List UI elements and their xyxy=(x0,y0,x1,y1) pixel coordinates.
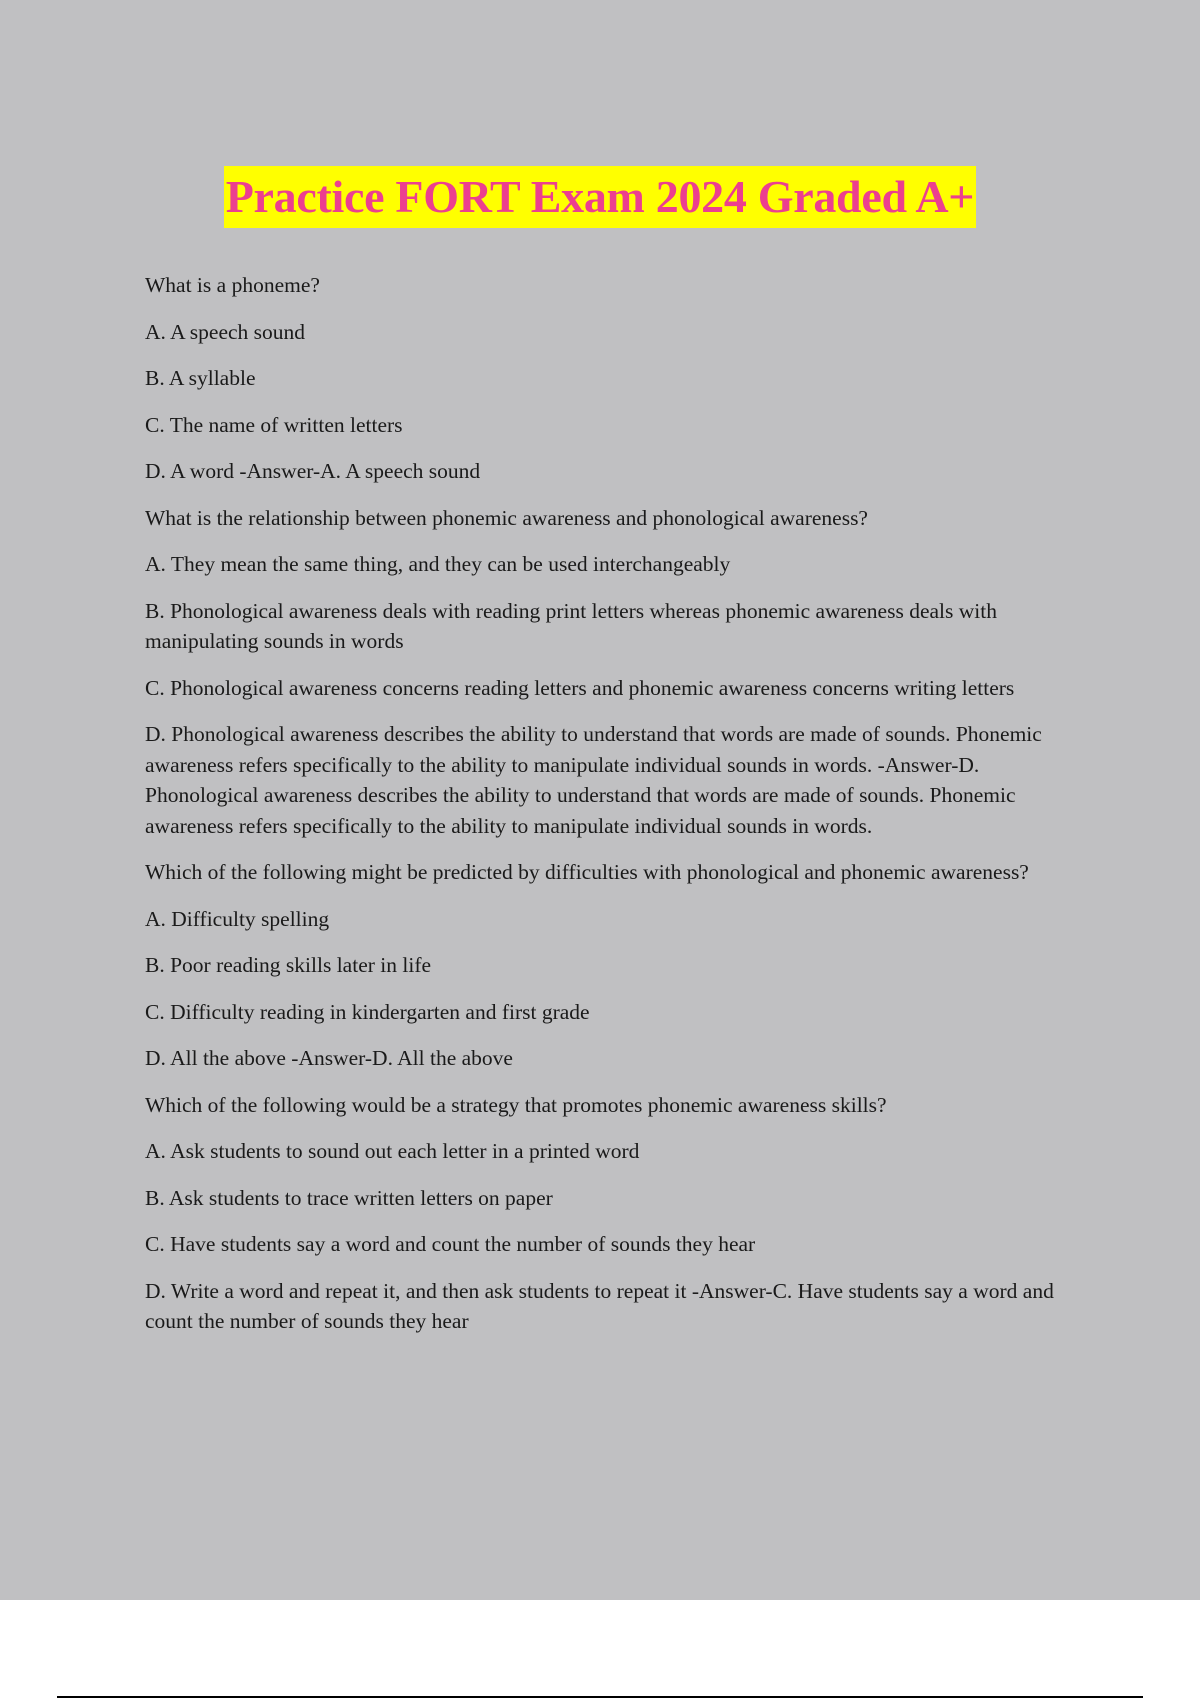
question-2-option-b: B. Phonological awareness deals with reading print letters whereas phonemic awareness deals with manipulating sounds in words xyxy=(145,598,997,653)
document-title: Practice FORT Exam 2024 Graded A+ xyxy=(224,166,976,228)
question-1-option-b: B. A syllable xyxy=(145,366,256,390)
question-3-option-a: A. Difficulty spelling xyxy=(145,906,330,931)
question-2: What is the relationship between phonemic awareness and phonological awareness? xyxy=(145,505,868,530)
question-1-option-a: A. A speech sound xyxy=(145,319,306,344)
question-3-option-d-answer: D. All the above -Answer-D. All the above xyxy=(145,1046,513,1070)
question-3-option-c: C. Difficulty reading in kindergarten and first grade xyxy=(145,999,590,1024)
question-4-option-b: B. Ask students to trace written letters on paper xyxy=(145,1185,553,1210)
question-4: Which of the following would be a strategy that promotes phonemic awareness skills? xyxy=(145,1092,887,1117)
document-body xyxy=(145,270,1090,1353)
question-1-option-d-answer: D. A word -Answer-A. A speech sound xyxy=(145,459,481,483)
question-3-option-b: B. Poor reading skills later in life xyxy=(145,953,432,977)
question-1: What is a phoneme? xyxy=(145,273,320,297)
footer-divider xyxy=(57,1696,1143,1698)
question-2-option-a: A. They mean the same thing, and they can be used interchangeably xyxy=(145,552,731,576)
question-4-option-a: A. Ask students to sound out each letter in a printed word xyxy=(145,1139,640,1163)
question-4-option-d-answer: D. Write a word and repeat it, and then ask students to repeat it -Answer-C. Have students say a word and count the number of sounds they hear xyxy=(145,1278,1054,1333)
question-2-option-c: C. Phonological awareness concerns reading letters and phonemic awareness concerns writing letters xyxy=(145,675,1015,700)
question-2-option-d-answer: D. Phonological awareness describes the ability to understand that words are made of sounds. Phonemic awareness refers specifically to the ability to manipulate individual sounds in words. -Answer-D. Phonological awareness describes the ability to understand that words are made of sounds. Phonemic awareness refers specifically to the ability to manipulate individual sounds in words. xyxy=(145,722,1042,838)
title-container xyxy=(0,166,1200,228)
question-4-option-c: C. Have students say a word and count the number of sounds they hear xyxy=(145,1232,756,1256)
question-1-option-c: C. The name of written letters xyxy=(145,412,403,437)
question-3: Which of the following might be predicted by difficulties with phonological and phonemic awareness? xyxy=(145,860,1029,884)
